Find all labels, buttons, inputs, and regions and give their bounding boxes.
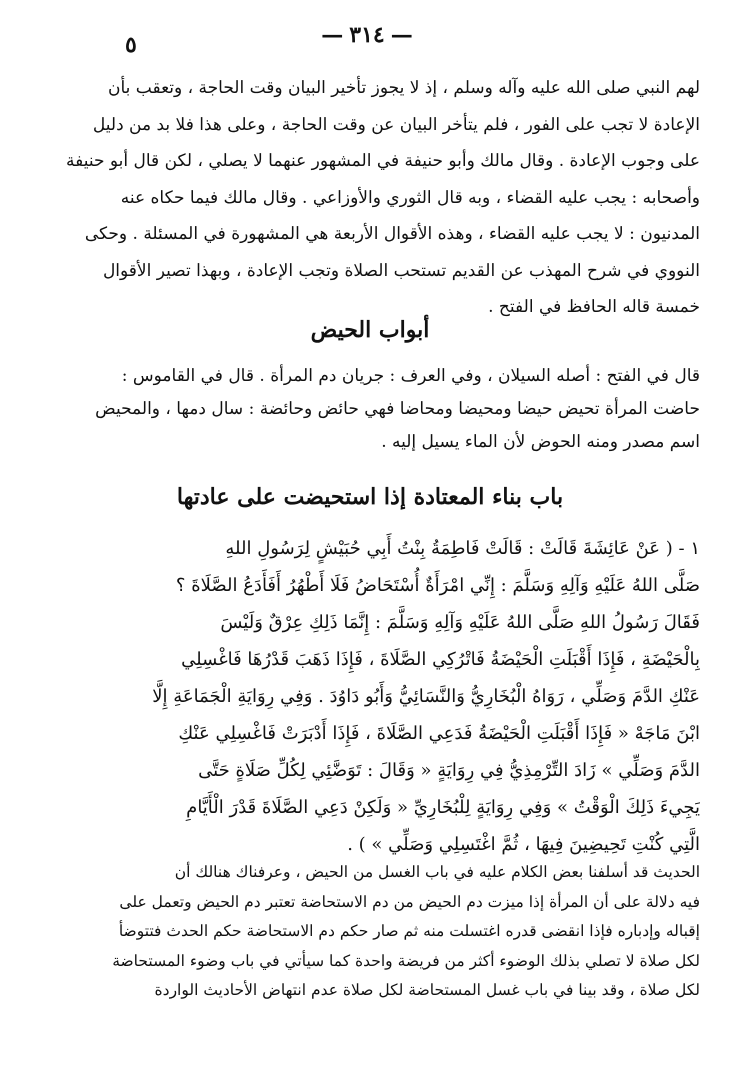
hadith-line: فَقَالَ رَسُولُ اللهِ صَلَّى اللهُ عَلَيْهِ وَآلِهِ وَسَلَّمَ : إِنَّمَا ذَلِكِ عِرْقٌ وَلَيْسَ (220, 612, 700, 633)
page-header (0, 22, 734, 62)
hadith-line: عَنْكِ الدَّمَ وَصَلِّي ، رَوَاهُ الْبُخَارِيُّ وَالنَّسَائِيُّ وَأَبُو دَاوُدَ . وَفِي رِوَايَةِ الْجَمَاعَةِ إِلَّا (152, 686, 700, 707)
text-line: وأصحابه : يجب عليه القضاء ، وبه قال الثوري والأوزاعي . وقال مالك فيما حكاه عنه (120, 187, 700, 208)
page-number-dash-left: — (321, 22, 344, 48)
text-line: لكل صلاة ، وقد بينا في باب غسل المستحاضة لكل صلاة عدم انتهاض الأحاديث الواردة (154, 981, 700, 999)
hadith-line: ١ - ( عَنْ عَائِشَةَ قَالَتْ : قَالَتْ فَاطِمَةُ بِنْتُ أَبِي حُبَيْشٍ لِرَسُولِ اللهِ (225, 538, 700, 559)
paragraph-definition (40, 360, 700, 459)
text-line: إقباله وإدباره فإذا انقضى قدره اغتسلت منه ثم صار حكم دم الاستحاضة حكم الحدث فتتوضأ (118, 922, 700, 940)
paragraph-continuation (40, 70, 700, 326)
hadith-line: بِالْحَيْضَةِ ، فَإِذَا أَقْبَلَتِ الْحَيْضَةُ فَاتْرُكِي الصَّلَاةَ ، فَإِذَا ذَهَبَ قَدْرُهَا فَاغْسِلِي (181, 649, 700, 670)
side-mark: ٥ (125, 32, 137, 58)
page-number (292, 22, 442, 48)
chapter-heading: باب بناء المعتادة إذا استحيضت على عادتها (176, 484, 564, 510)
text-line: الإعادة لا تجب على الفور ، فلم يتأخر البيان عن وقت الحاجة ، وعلى هذا فلا بد من دليل (92, 114, 700, 135)
hadith-line: ابْنَ مَاجَهْ « فَإِذَا أَقْبَلَتِ الْحَيْضَةُ فَدَعِي الصَّلَاةَ ، فَإِذَا أَدْبَرَتْ فَاغْسِلِي عَنْكِ (178, 723, 700, 744)
hadith-line: الدَّمَ وَصَلِّي » زَادَ التِّرْمِذِيُّ فِي رِوَايَةٍ « وَقَالَ : تَوَضَّئِي لِكُلِّ صَلَاةٍ حَتَّى (198, 760, 700, 781)
page-number-value: ٣١٤ (349, 22, 385, 48)
text-line: لكل صلاة لا تصلي بذلك الوضوء أكثر من فريضة واحدة كما سيأتي في باب وضوء المستحاضة (112, 951, 700, 970)
section-heading-menstruation: أبواب الحيض (310, 317, 430, 343)
text-line: فيه دلالة على أن المرأة إذا ميزت دم الحيض من دم الاستحاضة تعتبر دم الحيض وتعمل على (119, 892, 700, 911)
text-line: حاضت المرأة تحيض حيضا ومحيضا ومحاضا فهي حائض وحائضة : سال دمها ، والمحيض (95, 399, 700, 419)
hadith-line: صَلَّى اللهُ عَلَيْهِ وَآلِهِ وَسَلَّمَ : إِنِّي امْرَأَةٌ أُسْتَحَاضُ فَلَا أَطْهُرُ أَفَأَدَعُ الصَّلَاةَ ؟ (175, 575, 700, 596)
text-line: خمسة قاله الحافظ في الفتح . (488, 297, 700, 317)
paragraph-commentary (40, 858, 700, 1006)
hadith-line: الَّتِي كُنْتِ تَحِيضِينَ فِيهَا ، ثُمَّ اغْتَسِلِي وَصَلِّي » ) . (347, 834, 700, 855)
text-line: المدنيون : لا يجب عليه القضاء ، وهذه الأقوال الأربعة هي المشهورة في المسئلة . وحكى (84, 224, 700, 244)
text-line: قال في الفتح : أصله السيلان ، وفي العرف : جريان دم المرأة . قال في القاموس : (121, 366, 700, 386)
text-line: على وجوب الإعادة . وقال مالك وأبو حنيفة في المشهور عنهما لا يصلي ، لكن قال أبو حنيفة (66, 151, 700, 171)
page-number-dash-right: — (390, 22, 413, 48)
hadith-text (40, 530, 700, 863)
text-line: الحديث قد أسلفنا بعض الكلام عليه في باب الغسل من الحيض ، وعرفناك هنالك أن (174, 863, 700, 881)
text-line: لهم النبي صلى الله عليه وآله وسلم ، إذ لا يجوز تأخير البيان وقت الحاجة ، وتعقب بأن (108, 78, 700, 98)
text-line: اسم مصدر ومنه الحوض لأن الماء يسيل إليه . (381, 432, 700, 452)
text-line: النووي في شرح المهذب عن القديم تستحب الصلاة وتجب الإعادة ، وبهذا تصير الأقوال (102, 260, 700, 281)
hadith-line: يَجِيءَ ذَلِكَ الْوَقْتُ » وَفِي رِوَايَةٍ لِلْبُخَارِيِّ « وَلَكِنْ دَعِي الصَّلَاةَ قَدْرَ الْأَيَّامِ (186, 797, 700, 818)
